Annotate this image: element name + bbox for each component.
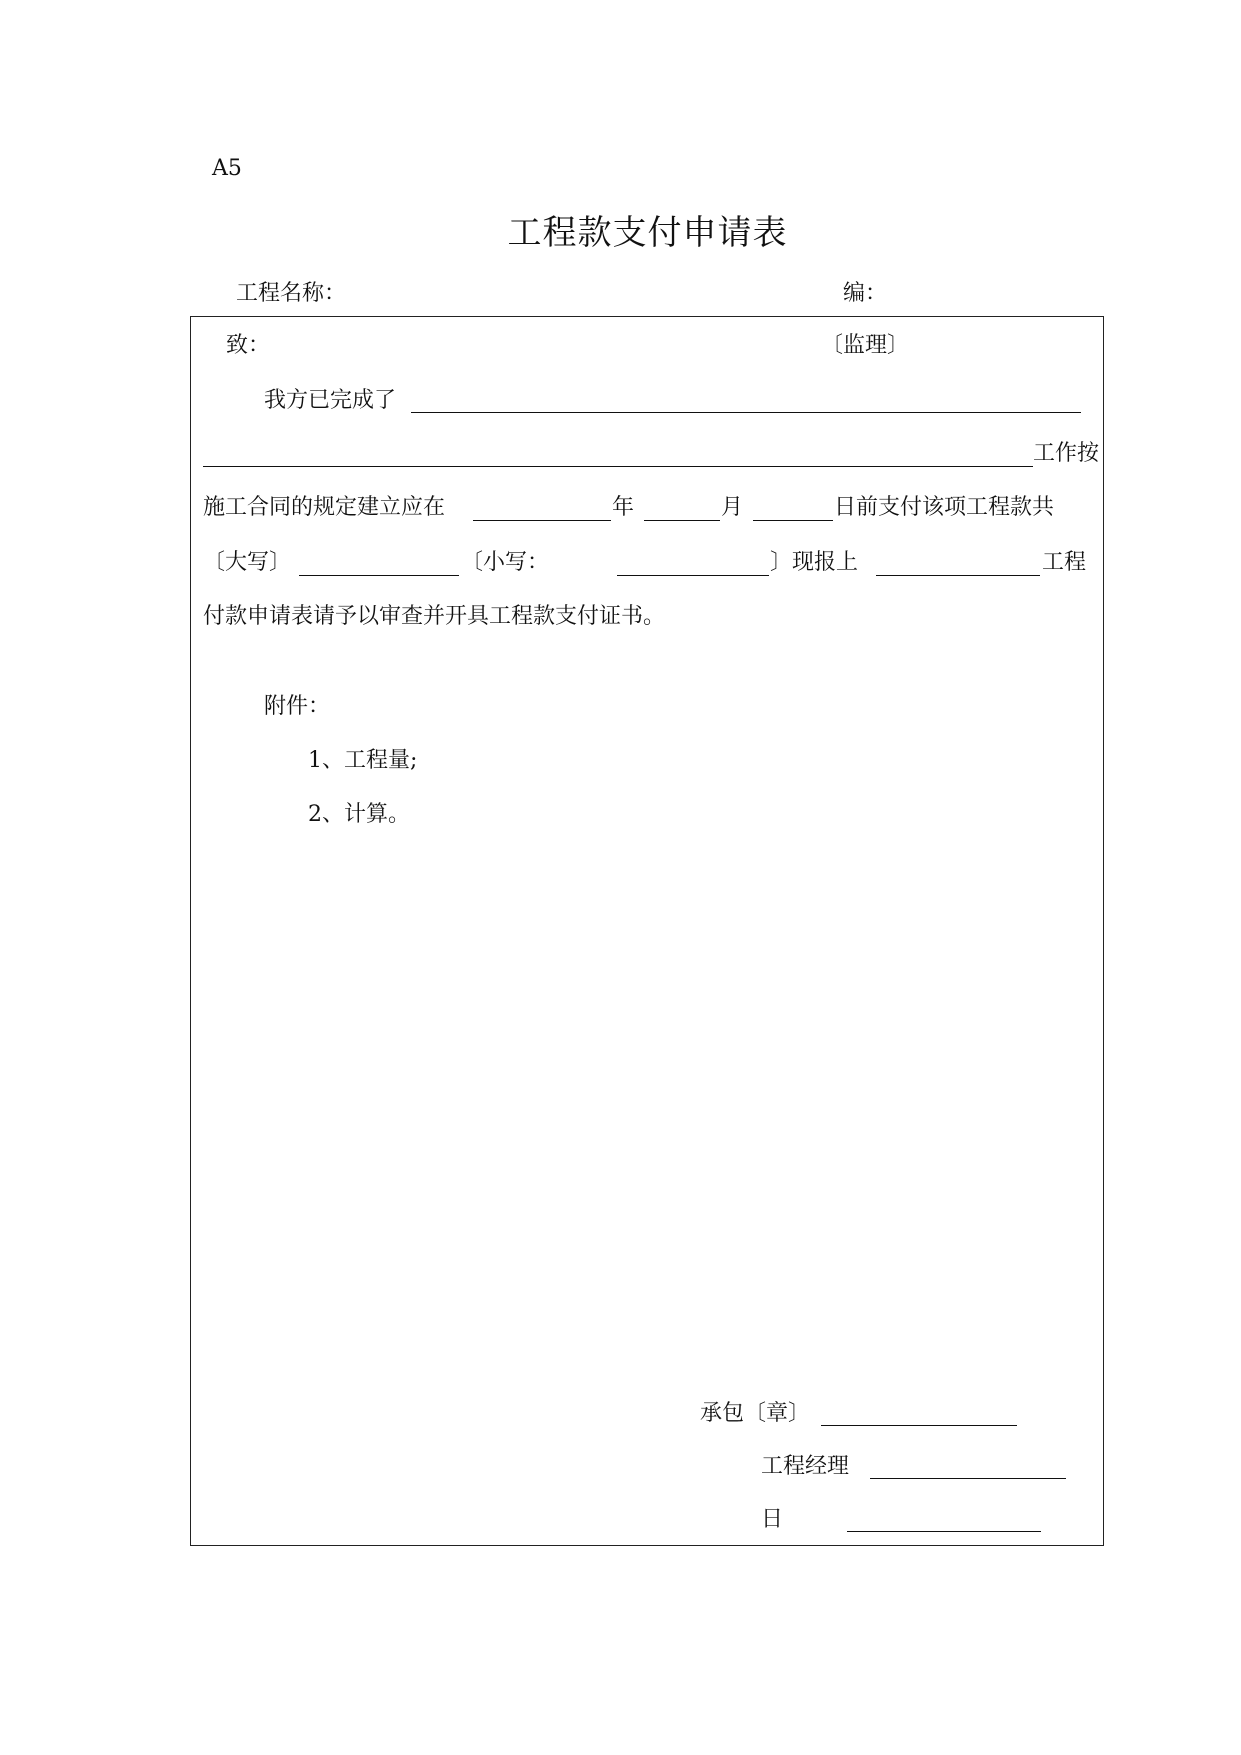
uppercase-amount-label: 〔大写〕 <box>203 550 292 575</box>
report-label: 〕现报上 <box>770 550 859 575</box>
attachment-item: 1、工程量; <box>308 748 418 773</box>
lowercase-amount-blank[interactable] <box>617 575 769 576</box>
payment-before-suffix: 日前支付该项工程款共 <box>834 495 1055 520</box>
serial-number-label: 编： <box>843 281 888 306</box>
contractor-seal-label: 承包〔章〕 <box>700 1401 811 1426</box>
work-description-blank[interactable] <box>203 466 1033 467</box>
completed-work-blank[interactable] <box>411 412 1081 413</box>
project-name-label: 工程名称： <box>236 281 347 306</box>
project-manager-blank[interactable] <box>870 1478 1066 1479</box>
completed-work-prefix: 我方已完成了 <box>264 388 397 413</box>
month-blank[interactable] <box>644 520 720 521</box>
uppercase-amount-blank[interactable] <box>299 575 459 576</box>
year-blank[interactable] <box>473 520 611 521</box>
request-statement: 付款申请表请予以审查并开具工程款支付证书。 <box>203 604 666 629</box>
form-title: 工程款支付申请表 <box>507 213 788 253</box>
contractor-seal-blank[interactable] <box>821 1425 1017 1426</box>
project-manager-label: 工程经理 <box>761 1454 850 1479</box>
form-body <box>190 316 1104 1546</box>
attachment-item: 2、计算。 <box>308 802 410 827</box>
report-blank[interactable] <box>876 575 1040 576</box>
to-label: 致： <box>226 333 271 358</box>
supervisor-label: 〔监理〕 <box>821 333 910 358</box>
lowercase-amount-label: 〔小写： <box>461 550 550 575</box>
date-blank[interactable] <box>847 1531 1041 1532</box>
work-by-suffix: 工作按 <box>1033 441 1100 466</box>
day-blank[interactable] <box>753 520 833 521</box>
contract-clause-prefix: 施工合同的规定建立应在 <box>203 495 446 520</box>
attachments-label: 附件： <box>264 694 331 719</box>
project-suffix: 工程 <box>1042 550 1087 575</box>
form-code: A5 <box>212 156 242 181</box>
year-label: 年 <box>612 495 635 520</box>
date-label: 日 <box>761 1507 784 1532</box>
month-label: 月 <box>721 495 744 520</box>
